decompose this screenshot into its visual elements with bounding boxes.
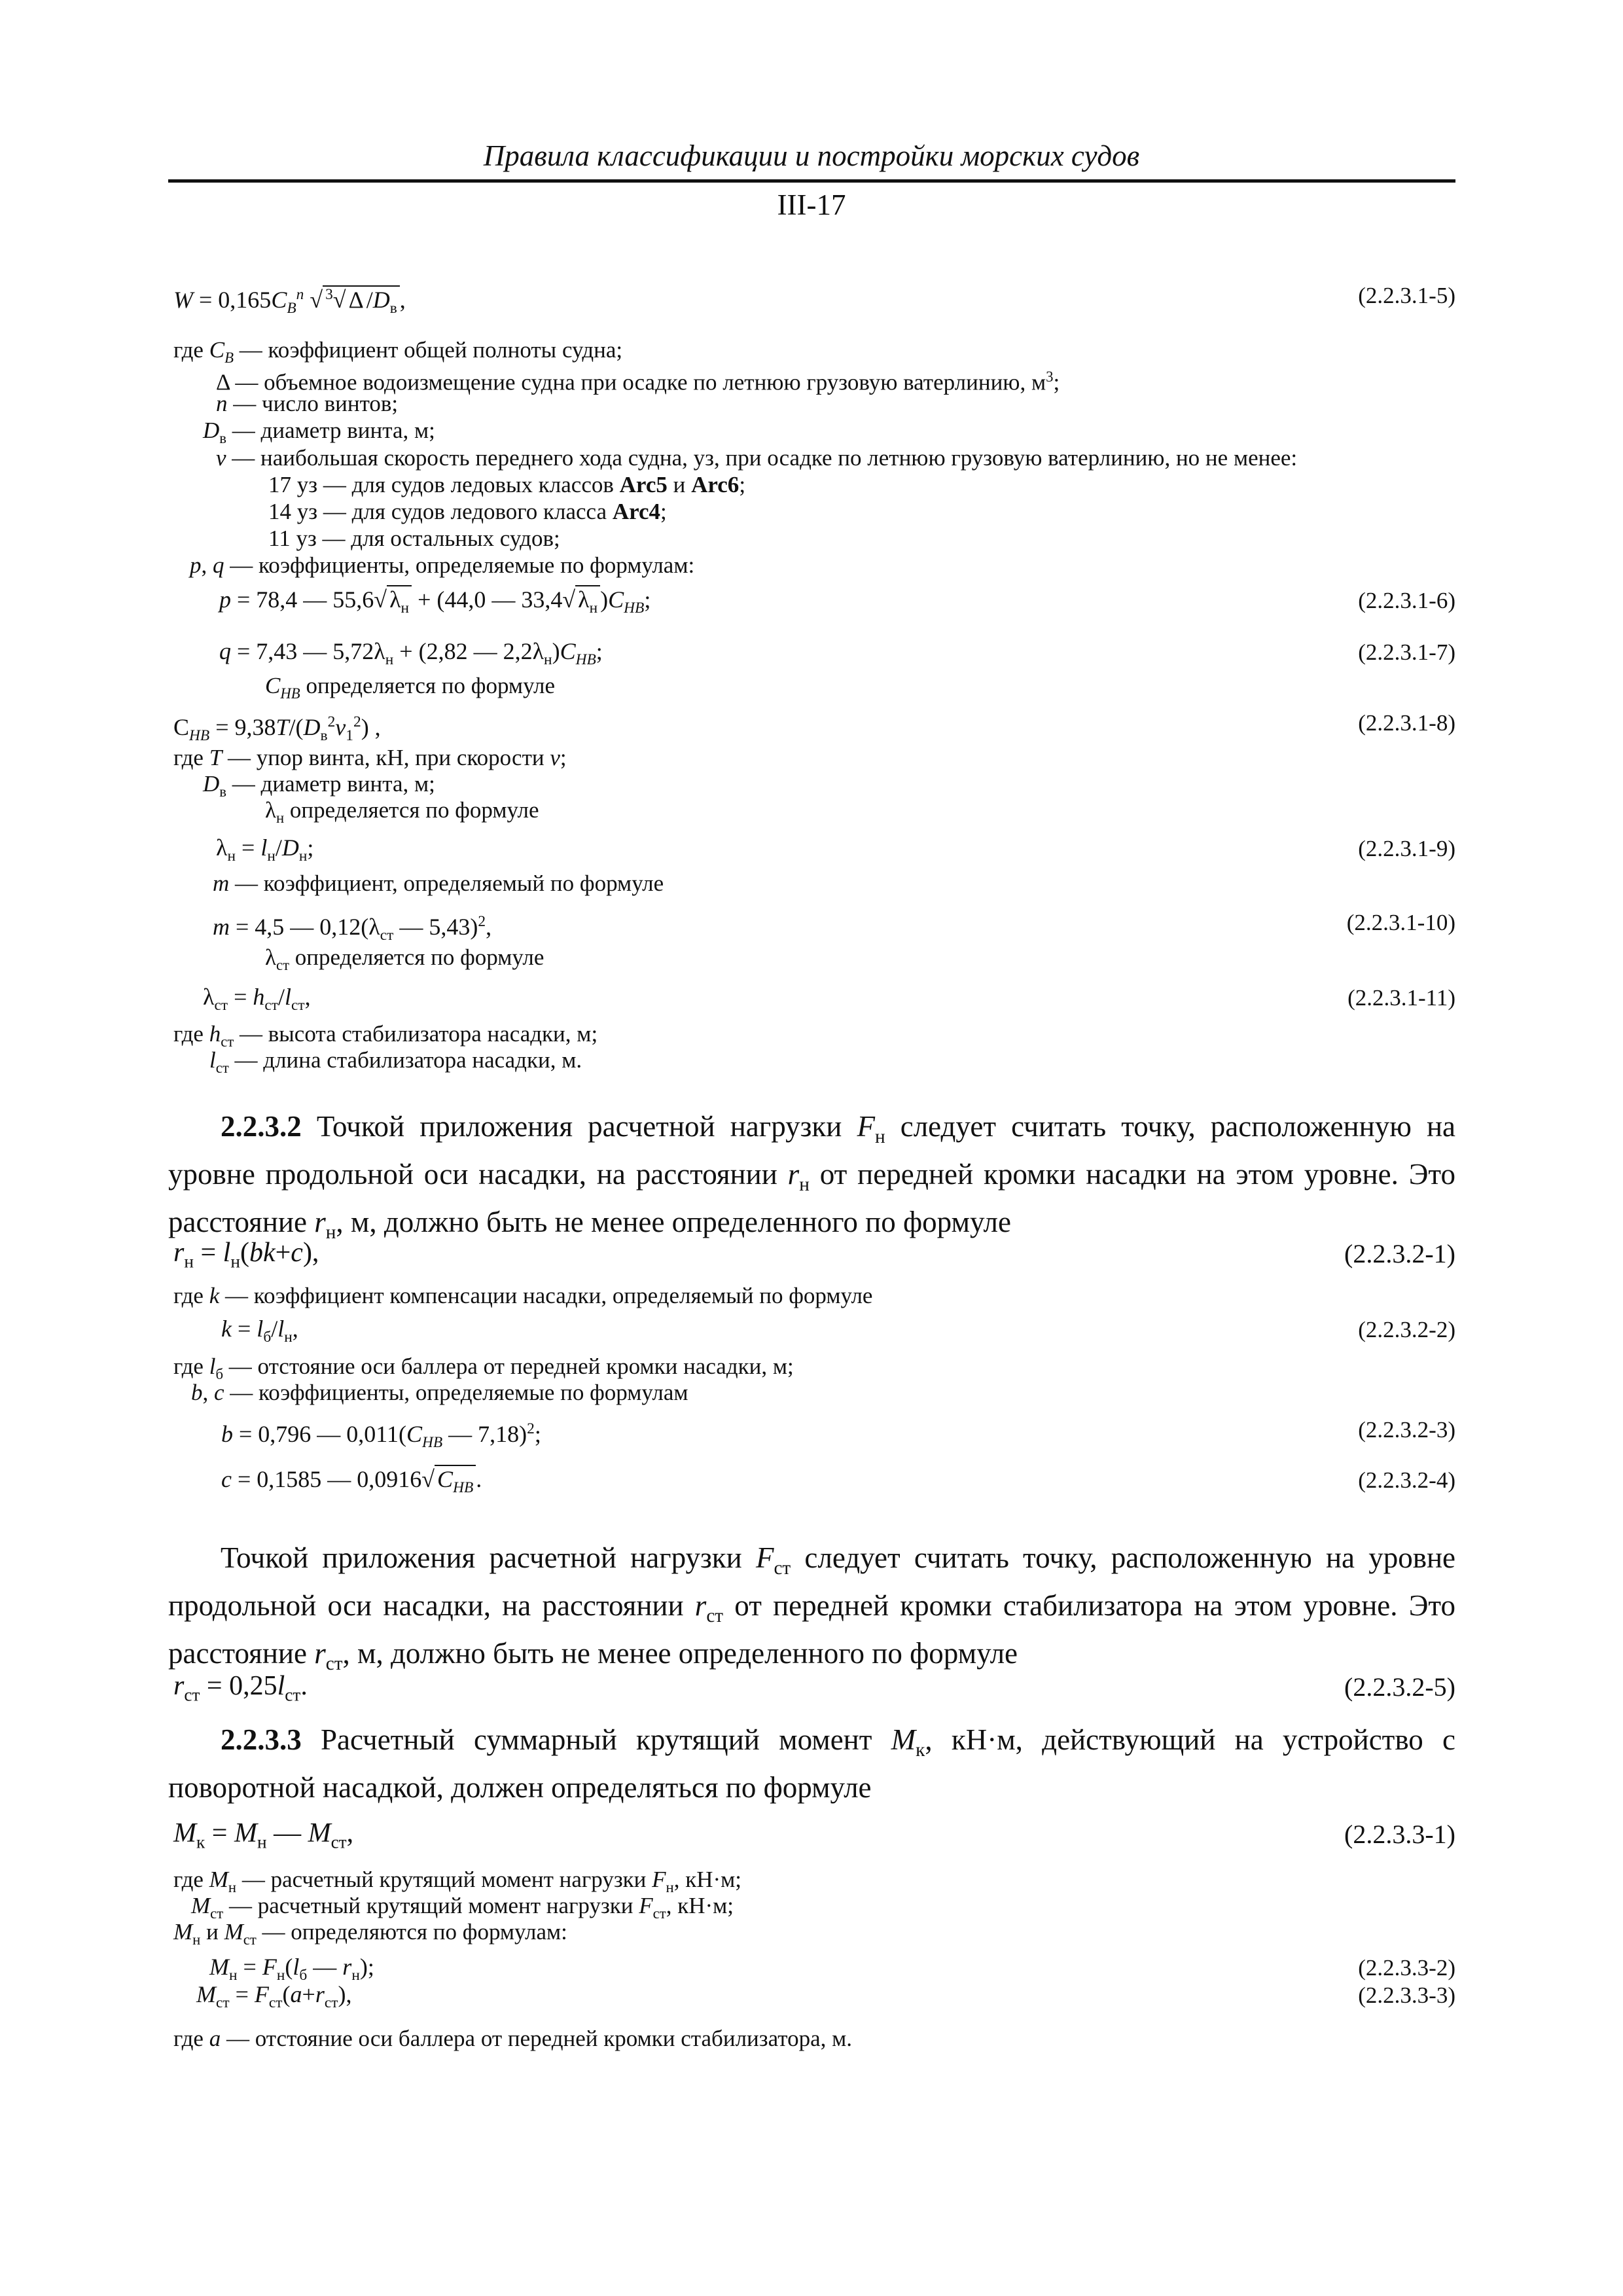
formula-rn: $r_н = l_н(bk+c)$, xyxy=(173,1238,319,1272)
formula-W: $W = 0,165C_B^n$ √ $^3$√ Δ $/D_в$ , xyxy=(173,286,406,317)
where-k: где k — коэффициент компенсации насадки, определяемый по формуле xyxy=(173,1283,873,1308)
where-mst: $M_{ст}$ — расчетный крутящий момент нагрузки $F_{ст}$, кН·м; xyxy=(191,1893,734,1922)
formula-b: b = 0,796 — $0,011(C_{HB}$ — 7,18)$^2$; xyxy=(221,1420,541,1452)
formula-lam: $\lambda_н = l_н/D_н$; xyxy=(216,834,314,865)
where-a: где a — отстояние оси баллера от передней кромки стабилизатора, м. xyxy=(173,2026,853,2051)
where-11: 11 уз — для остальных судов; xyxy=(268,526,560,551)
where-delta: Δ — объемное водоизмещение судна при осадке по летнюю грузовую ватерлинию, $м^3$; xyxy=(216,368,1060,395)
equation-number: (2.2.3.2-4) xyxy=(1358,1467,1455,1493)
lamst-def: $\lambda_{ст}$ определяется по формуле xyxy=(265,944,544,973)
equation-number: (2.2.3.2-2) xyxy=(1358,1317,1455,1342)
where-dv: $D_в$ — диаметр винта, м; xyxy=(203,418,435,446)
running-header: Правила классификации и постройки морских судов xyxy=(483,139,1140,172)
equation-number: (2.2.3.1-5) xyxy=(1358,283,1455,308)
equation-number: (2.2.3.2-5) xyxy=(1344,1672,1455,1702)
formula-rst: $r_{ст} = 0,25l_{ст}$. xyxy=(173,1671,308,1705)
formula-mst: $M_{ст} = F_{ст}(a+r_{ст})$, xyxy=(196,1981,352,2012)
where-dv2: $D_в$ — диаметр винта, м; xyxy=(203,771,435,800)
where-14: 14 уз — для судов ледового класса Arc4; xyxy=(268,499,667,524)
equation-number: (2.2.3.1-6) xyxy=(1358,588,1455,613)
formula-mn: $M_н = F_н(l_б$ — $r_н$); xyxy=(209,1954,374,1984)
equation-number: (2.2.3.1-10) xyxy=(1346,910,1455,935)
where-cb: где $C_B$ — коэффициент общей полноты судна; xyxy=(173,337,623,366)
formula-m: m = 4,5 — $0,12(\lambda_{ст}$ — 5,43)$^2$, xyxy=(213,913,492,944)
formula-mk: $M_к = M_н$ — $M_{ст}$, xyxy=(173,1818,354,1852)
formula-lamst: $\lambda_{ст} = h_{ст}/l_{ст}$, xyxy=(203,984,311,1014)
chb-def: $C_{HB}$ определяется по формуле xyxy=(265,673,556,702)
equation-number: (2.2.3.3-1) xyxy=(1344,1820,1455,1849)
paragraph-2232: 2.2.3.2 Точкой приложения расчетной нагрузки $F_н$ следует считать точку, расположенную на уровне продольной оси насадки, на расстоянии $r_н$ от передней кромки насадки на этом уровне. Это расстояние $r_н$, м, должно быть не менее определенного по формуле xyxy=(168,1110,1455,1243)
equation-number: (2.2.3.3-2) xyxy=(1358,1955,1455,1981)
where-bc: b, c — коэффициенты, определяемые по формулам xyxy=(191,1380,688,1405)
equation-number: (2.2.3.3-3) xyxy=(1358,1982,1455,2008)
where-h: где $h_{ст}$ — высота стабилизатора насадки, м; xyxy=(173,1021,598,1050)
where-pq: p, q — коэффициенты, определяемые по формулам: xyxy=(190,552,695,578)
equation-number: (2.2.3.1-7) xyxy=(1358,639,1455,665)
where-mn: где $M_н$ — расчетный крутящий момент нагрузки $F_н$, кН·м; xyxy=(173,1867,742,1895)
where-l: $l_{ст}$ — длина стабилизатора насадки, м. xyxy=(209,1047,582,1076)
formula-k: $k = l_б/l_н$, xyxy=(221,1316,298,1346)
formula-q: q = 7,43 — $5,72\lambda_н + (2,82$ — $2,2\lambda_н)C_{HB}$; xyxy=(219,638,603,669)
header-rule xyxy=(168,179,1455,183)
where-lb: где $l_б$ — отстояние оси баллера от передней кромки насадки, м; xyxy=(173,1354,794,1382)
equation-number: (2.2.3.1-9) xyxy=(1358,836,1455,861)
where-mn-mst: $M_н$ и $M_{ст}$ — определяются по формулам: xyxy=(173,1919,567,1948)
equation-number: (2.2.3.1-11) xyxy=(1347,985,1455,1011)
where-t: где T — упор винта, кН, при скорости v; xyxy=(173,745,567,770)
formula-c: c = 0,1585 — 0,0916√ $C_{HB}$ . xyxy=(221,1466,482,1497)
where-17: 17 уз — для судов ледовых классов Arc5 и Arc6; xyxy=(268,472,746,497)
page-number: III-17 xyxy=(777,188,846,221)
equation-number: (2.2.3.1-8) xyxy=(1358,710,1455,736)
where-v: v — наибольшая скорость переднего хода судна, уз, при осадке по летнюю грузовую ватерлинию, но не менее: xyxy=(216,445,1298,471)
equation-number: (2.2.3.2-1) xyxy=(1344,1239,1455,1268)
lam-def: $\lambda_н$ определяется по формуле xyxy=(265,797,539,826)
where-n: n — число винтов; xyxy=(216,391,399,416)
formula-chb: $C_{HB} = 9,38T/(D_в^2v_1^2)$ , xyxy=(173,713,381,745)
m-def: m — коэффициент, определяемый по формуле xyxy=(213,870,664,896)
paragraph-fst: Точкой приложения расчетной нагрузки $F_{ст}$ следует считать точку, расположенную на уровне продольной оси насадки, на расстоянии $r_{ст}$ от передней кромки стабилизатора на этом уровне. Это расстояние $r_{ст}$, м, должно быть не менее определенного по формуле xyxy=(168,1541,1456,1674)
paragraph-2233: 2.2.3.3 Расчетный суммарный крутящий момент $M_к$, кН·м, действующий на устройство с поворотной насадкой, должен определяться по формуле xyxy=(168,1723,1455,1804)
equation-number: (2.2.3.2-3) xyxy=(1358,1417,1455,1443)
formula-p: p = 78,4 — 55,6√ $\lambda_н + (44,0$ — 33,4√ $\lambda_н$ )$C_{HB}$; xyxy=(219,586,651,617)
